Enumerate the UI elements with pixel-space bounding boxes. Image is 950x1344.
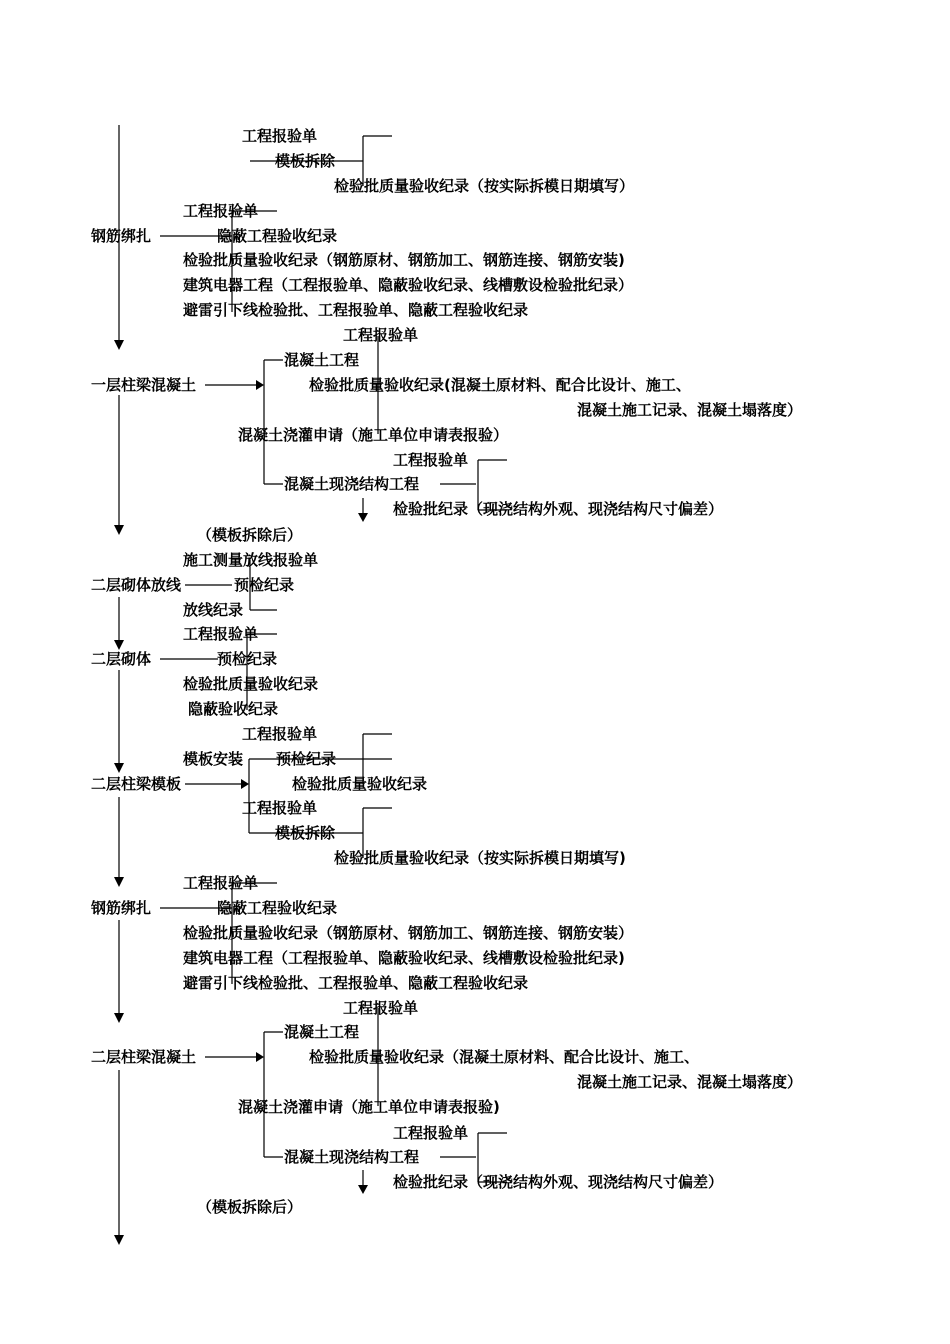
rebar-1-batch-record: 检验批质量验收纪录（钢筋原材、钢筋加工、钢筋连接、钢筋安装) bbox=[183, 251, 625, 269]
concrete-2-engineering: 混凝土工程 bbox=[284, 1023, 360, 1041]
rebar-2-electrical: 建筑电器工程（工程报验单、隐蔽验收纪录、线槽敷设检验批纪录) bbox=[183, 949, 625, 967]
formwork-2-removal: 模板拆除 bbox=[275, 824, 336, 842]
formwork-2-report: 工程报验单 bbox=[242, 725, 318, 743]
concrete-2-cast-structure: 混凝土现浇结构工程 bbox=[284, 1148, 420, 1166]
concrete-1-pour-request: 混凝土浇灌申请（施工单位申请表报验） bbox=[238, 426, 509, 444]
formwork-2-report-2: 工程报验单 bbox=[242, 799, 318, 817]
rebar-2-lightning: 避雷引下线检验批、工程报验单、隐蔽工程验收纪录 bbox=[183, 974, 529, 992]
concrete-2-batch-record: 检验批质量验收纪录（混凝土原材料、配合比设计、施工、 bbox=[309, 1048, 700, 1066]
rebar-2-report: 工程报验单 bbox=[183, 874, 259, 892]
concrete-1-cast-structure: 混凝土现浇结构工程 bbox=[284, 475, 420, 493]
concrete-1-cast-batch: 检验批纪录（现浇结构外观、现浇结构尺寸偏差） bbox=[393, 500, 724, 518]
top-report-label: 工程报验单 bbox=[242, 127, 318, 145]
concrete-2-cast-report: 工程报验单 bbox=[393, 1124, 469, 1142]
concrete-2-batch-record-cont: 混凝土施工记录、混凝土塌落度） bbox=[577, 1073, 803, 1091]
masonry-node: 二层砌体 bbox=[91, 650, 152, 668]
top-removal-batch-record: 检验批质量验收纪录（按实际拆模日期填写） bbox=[334, 177, 635, 195]
concrete-2-after-removal: （模板拆除后） bbox=[197, 1198, 303, 1216]
rebar-2-batch-record: 检验批质量验收纪录（钢筋原材、钢筋加工、钢筋连接、钢筋安装） bbox=[183, 924, 634, 942]
masonry-report: 工程报验单 bbox=[183, 625, 259, 643]
masonry-layout-survey-report: 施工测量放线报验单 bbox=[183, 551, 319, 569]
concrete-1-engineering: 混凝土工程 bbox=[284, 351, 360, 369]
rebar-1-electrical: 建筑电器工程（工程报验单、隐蔽验收纪录、线槽敷设检验批纪录） bbox=[183, 276, 634, 294]
masonry-hidden-record: 隐蔽验收纪录 bbox=[188, 700, 279, 718]
concrete-2-node: 二层柱梁混凝土 bbox=[91, 1048, 197, 1066]
formwork-2-removal-record: 检验批质量验收纪录（按实际拆模日期填写) bbox=[334, 849, 626, 867]
masonry-layout-record: 放线纪录 bbox=[183, 601, 244, 619]
main-flow-arrows bbox=[114, 125, 124, 1245]
rebar-1-node: 钢筋绑扎 bbox=[91, 227, 152, 245]
rebar-2-node: 钢筋绑扎 bbox=[91, 899, 152, 917]
formwork-2-install: 模板安装 bbox=[183, 750, 244, 768]
concrete-1-node: 一层柱梁混凝土 bbox=[91, 376, 197, 394]
concrete-1-batch-record: 检验批质量验收纪录(混凝土原材料、配合比设计、施工、 bbox=[309, 376, 691, 394]
masonry-batch-record: 检验批质量验收纪录 bbox=[183, 675, 319, 693]
formwork-2-batch-record: 检验批质量验收纪录 bbox=[292, 775, 428, 793]
concrete-1-cast-report: 工程报验单 bbox=[393, 451, 469, 469]
masonry-layout-precheck: 预检纪录 bbox=[234, 576, 295, 594]
concrete-1-after-removal: （模板拆除后） bbox=[197, 526, 303, 544]
concrete-2-cast-batch: 检验批纪录（现浇结构外观、现浇结构尺寸偏差） bbox=[393, 1173, 724, 1191]
concrete-2-pour-request: 混凝土浇灌申请（施工单位申请表报验) bbox=[238, 1098, 500, 1116]
rebar-2-hidden-record: 隐蔽工程验收纪录 bbox=[217, 899, 338, 917]
formwork-2-node: 二层柱梁模板 bbox=[91, 775, 182, 793]
top-formwork-removal-label: 模板拆除 bbox=[275, 152, 336, 170]
rebar-1-report: 工程报验单 bbox=[183, 202, 259, 220]
masonry-precheck: 预检纪录 bbox=[217, 650, 278, 668]
rebar-1-hidden-record: 隐蔽工程验收纪录 bbox=[217, 227, 338, 245]
rebar-1-lightning: 避雷引下线检验批、工程报验单、隐蔽工程验收纪录 bbox=[183, 301, 529, 319]
concrete-1-report: 工程报验单 bbox=[343, 326, 419, 344]
masonry-bracket bbox=[160, 634, 277, 710]
masonry-layout-node: 二层砌体放线 bbox=[91, 576, 182, 594]
concrete-1-batch-record-cont: 混凝土施工记录、混凝土塌落度） bbox=[577, 401, 803, 419]
concrete-2-report: 工程报验单 bbox=[343, 999, 419, 1017]
formwork-2-precheck: 预检纪录 bbox=[276, 750, 337, 768]
